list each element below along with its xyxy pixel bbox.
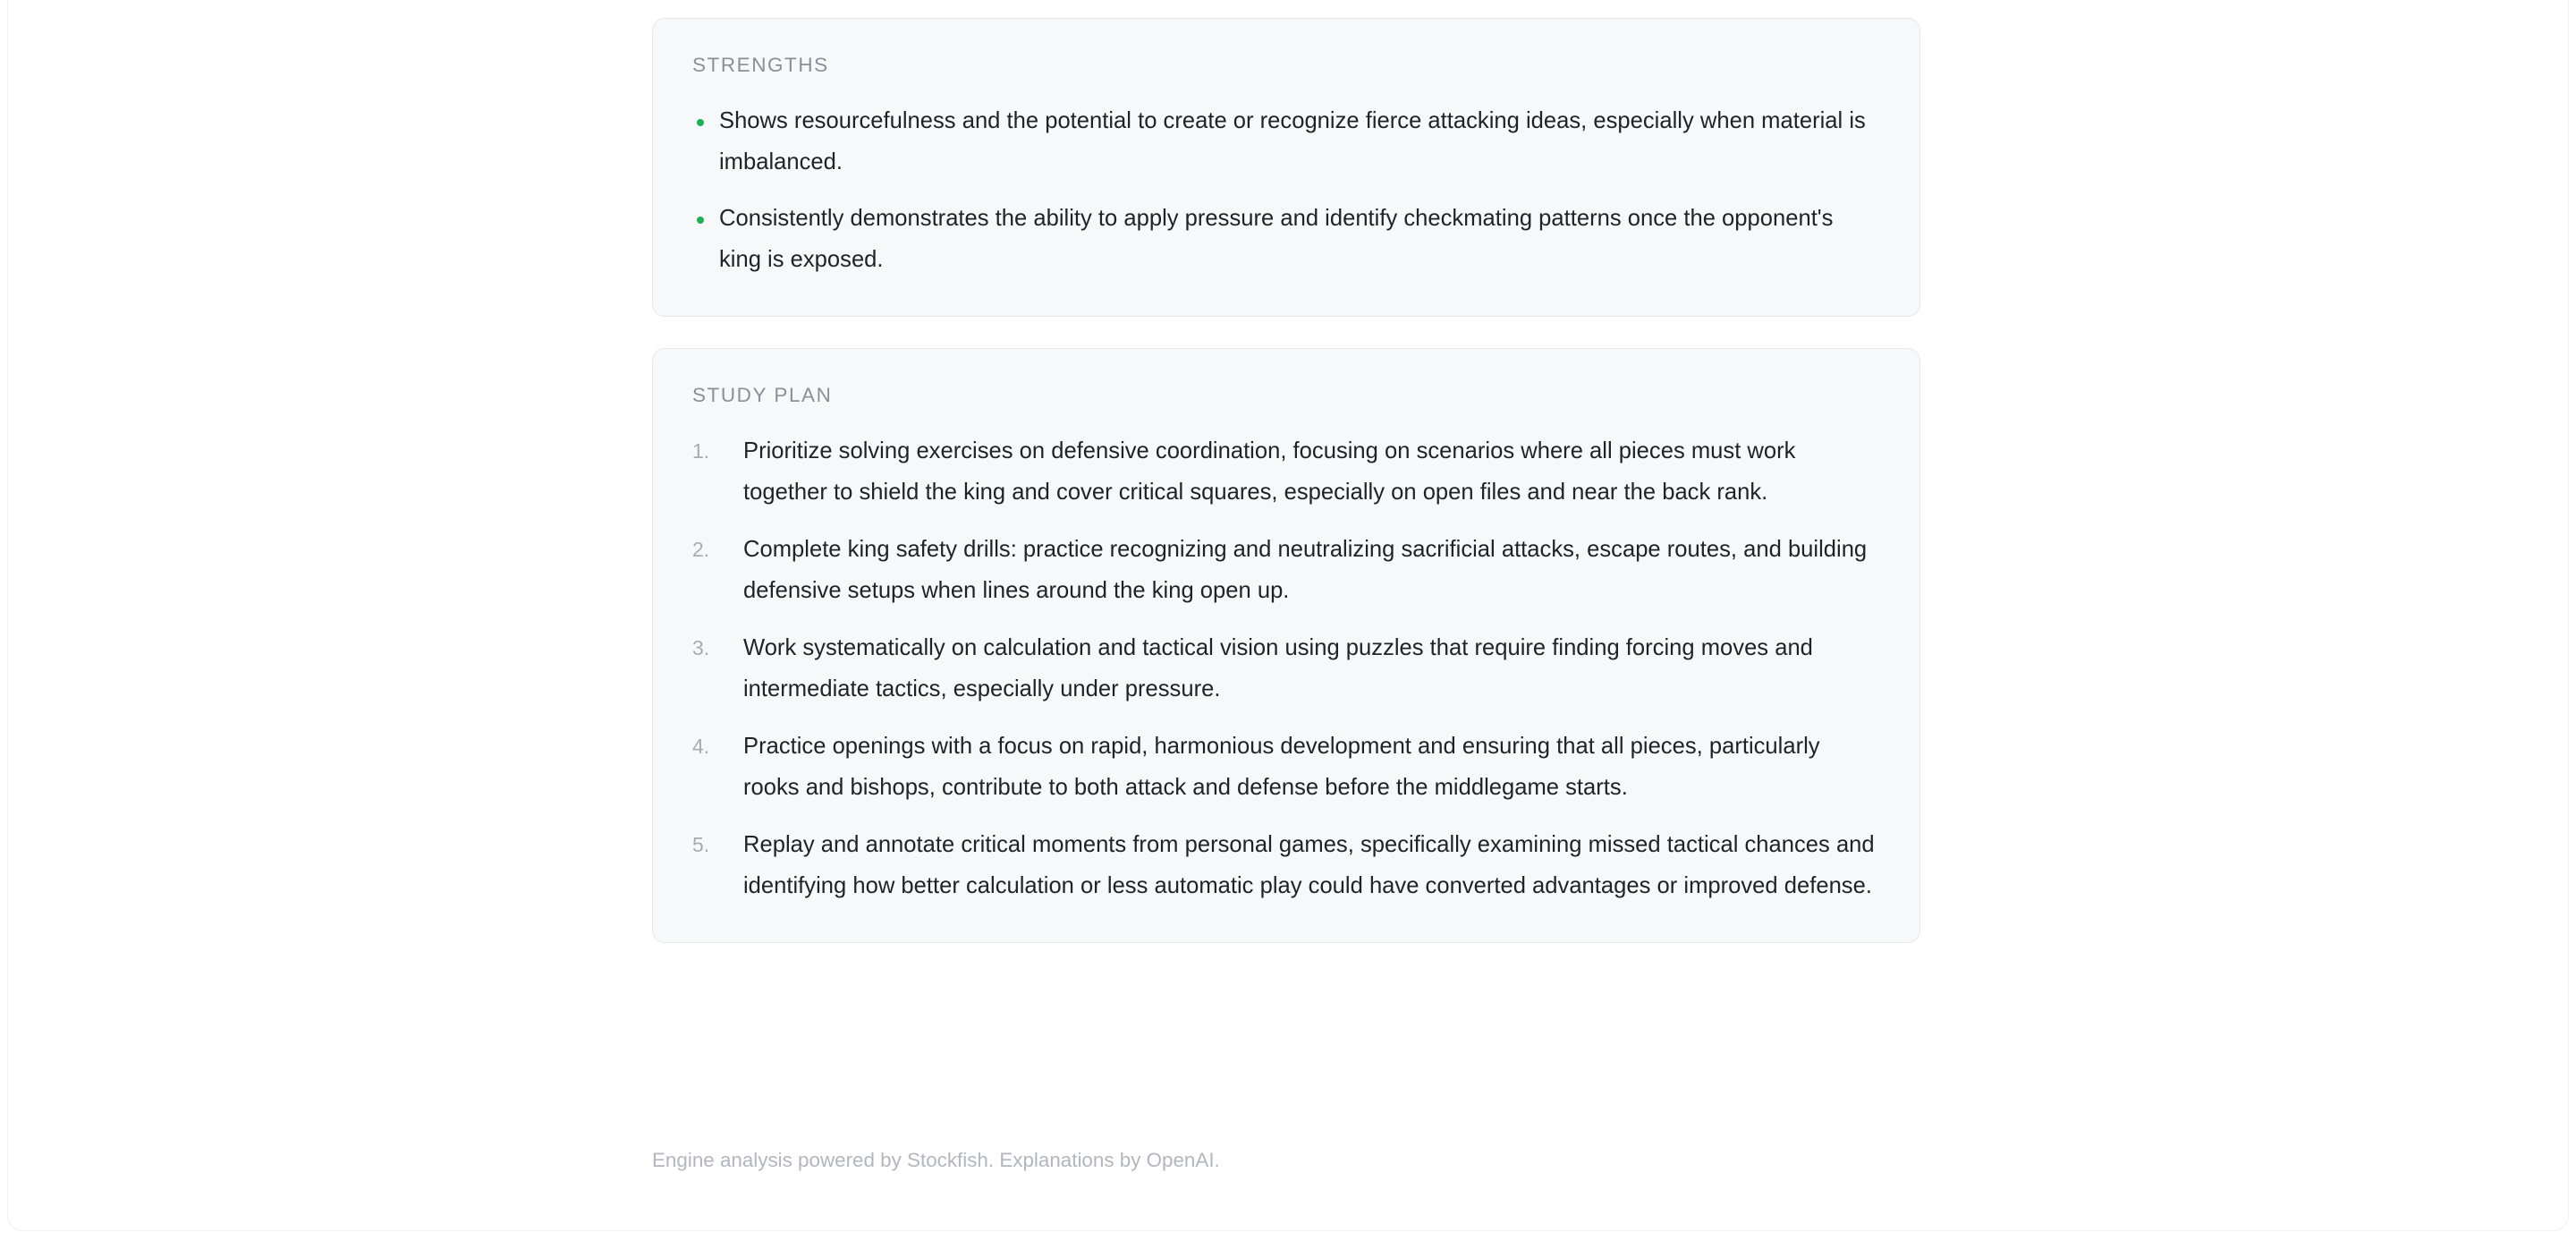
study-plan-item-text: Work systematically on calculation and tactical vision using puzzles that require finding forcing moves and intermediate tactics, especially under pressure. — [743, 635, 1813, 701]
study-plan-list — [692, 430, 1880, 906]
list-item — [692, 627, 1880, 710]
list-item-number: 1. — [692, 439, 710, 463]
list-item-number: 3. — [692, 636, 710, 659]
bullet-dot-icon — [697, 217, 704, 224]
strengths-item-text: Consistently demonstrates the ability to apply pressure and identify checkmating patterns once the opponent's king is exposed. — [719, 206, 1834, 272]
study-plan-item-text: Practice openings with a focus on rapid, harmonious development and ensuring that all pieces, particularly rooks and bishops, contribute to both attack and defense before the middlegame starts. — [743, 734, 1820, 800]
study-plan-item-text: Replay and annotate critical moments from personal games, specifically examining missed tactical chances and identifying how better calculation or less automatic play could have converted advantages or improved defense. — [743, 832, 1875, 898]
list-item — [692, 430, 1880, 513]
list-item — [692, 198, 1880, 280]
strengths-list — [692, 100, 1880, 280]
list-item-number: 5. — [692, 833, 710, 856]
list-item — [692, 726, 1880, 808]
study-plan-item-text: Complete king safety drills: practice recognizing and neutralizing sacrificial attacks, escape routes, and building defensive setups when lines around the king open up. — [743, 537, 1868, 603]
footer-attribution: Engine analysis powered by Stockfish. Explanations by OpenAI. — [652, 1149, 1220, 1171]
study-plan-section-label: STUDY PLAN — [692, 384, 833, 406]
strengths-item-text: Shows resourcefulness and the potential to create or recognize fierce attacking ideas, especially when material is imbalanced. — [719, 108, 1866, 174]
list-item-number: 2. — [692, 538, 710, 561]
list-item — [692, 100, 1880, 183]
strengths-card — [652, 18, 1920, 317]
list-item — [692, 824, 1880, 906]
list-item-number: 4. — [692, 735, 710, 758]
study-plan-card — [652, 348, 1920, 943]
strengths-section-label: STRENGTHS — [692, 54, 829, 76]
bullet-dot-icon — [697, 119, 704, 126]
study-plan-item-text: Prioritize solving exercises on defensive coordination, focusing on scenarios where all pieces must work together to shield the king and cover critical squares, especially on open files and near the back rank. — [743, 438, 1796, 505]
list-item — [692, 529, 1880, 611]
